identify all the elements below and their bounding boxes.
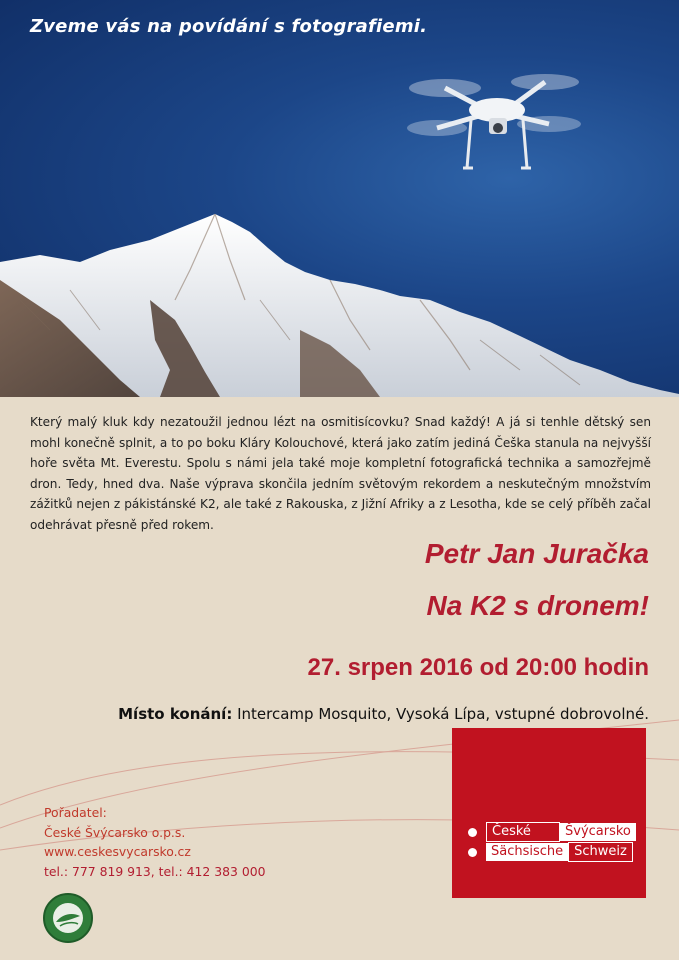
drone-icon xyxy=(407,74,581,168)
bullet-icon xyxy=(468,828,477,837)
organizer-phone: tel.: 777 819 913, tel.: 412 383 000 xyxy=(44,863,266,879)
event-venue xyxy=(118,705,649,723)
headline: Zveme vás na povídání s fotografiemi. xyxy=(30,16,428,37)
intro-paragraph: Který malý kluk kdy nezatoužil jednou lézt na osmitisícovku? Snad každý! A já si tenhle dětský sen mohl konečně splnit, a to po boku Kláry Kolouchové, která jako zatím jediná Češka stanula na nejvyšší hoře světa Mt. Everestu. Spolu s námi jela také moje kompletní fotografická technika a samozřejmě dron. Tedy, hned dva. Naše výprava skončila jedním světovým rekordem a neskutečným množstvím zážitků nejen z pákistánské K2, ale také z Rakouska, z Jižní Afriky a z Lesotha, kde se celý příběh začal odehrávat přesně před rokem. xyxy=(30,415,651,532)
venue-label: Místo konání: xyxy=(118,705,233,723)
organizer-label: Pořadatel: xyxy=(44,805,107,820)
brand-logo-box xyxy=(452,728,646,898)
event-date: 27. srpen 2016 od 20:00 hodin xyxy=(307,654,649,681)
brand-logo-row-2 xyxy=(468,842,633,862)
event-title: Na K2 s dronem! xyxy=(426,590,649,621)
brand-word: Sächsische xyxy=(486,843,568,861)
brand-word: Švýcarsko xyxy=(560,823,636,841)
mountain-drone-illustration xyxy=(0,0,679,397)
brand-word: České xyxy=(486,822,560,842)
brand-word: Schweiz xyxy=(568,842,633,862)
venue-text: Intercamp Mosquito, Vysoká Lípa, vstupné dobrovolné. xyxy=(232,705,649,723)
organizer-name: České Švýcarsko o.p.s. xyxy=(44,824,186,840)
national-park-logo-icon xyxy=(42,892,94,944)
brand-logo-row-1 xyxy=(468,822,636,842)
organizer-block xyxy=(44,803,265,881)
bullet-icon xyxy=(468,848,477,857)
organizer-website-link[interactable]: www.ceskesvycarsko.cz xyxy=(44,844,191,859)
speaker-name: Petr Jan Juračka xyxy=(424,538,649,569)
hero-photo xyxy=(0,0,679,397)
